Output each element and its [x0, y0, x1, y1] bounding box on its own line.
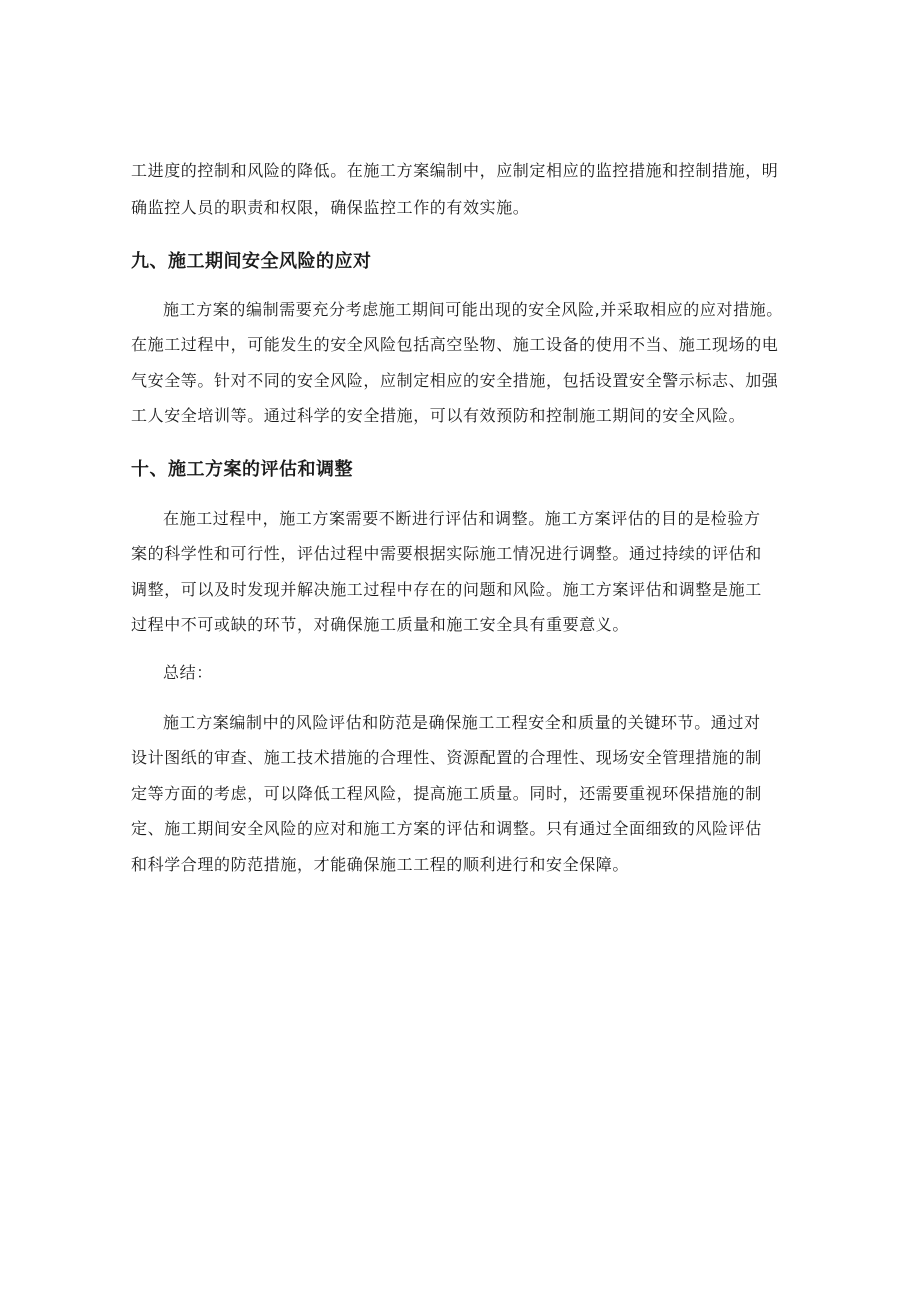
summary-line-1: 施工方案编制中的风险评估和防范是确保施工工程安全和质量的关键环节。通过对 [163, 713, 761, 732]
section-9-line-4: 工人安全培训等。通过科学的安全措施，可以有效预防和控制施工期间的安全风险。 [131, 406, 746, 425]
section-10-line-4: 过程中不可或缺的环节，对确保施工质量和施工安全具有重要意义。 [131, 615, 630, 634]
summary-label: 总结： [163, 663, 213, 682]
summary-line-2: 设计图纸的审查、施工技术措施的合理性、资源配置的合理性、现场安全管理措施的制 [131, 748, 762, 767]
section-10-line-1: 在施工过程中，施工方案需要不断进行评估和调整。施工方案评估的目的是检验方 [163, 509, 761, 528]
section-9-line-2: 在施工过程中，可能发生的安全风险包括高空坠物、施工设备的使用不当、施工现场的电 [131, 335, 779, 354]
section-10-heading: 十、施工方案的评估和调整 [131, 459, 353, 480]
intro-line-2: 确监控人员的职责和权限，确保监控工作的有效实施。 [131, 198, 530, 217]
summary-line-5: 和科学合理的防范措施，才能确保施工工程的顺利进行和安全保障。 [131, 855, 630, 874]
section-9-line-3: 气安全等。针对不同的安全风险，应制定相应的安全措施，包括设置安全警示标志、加强 [131, 371, 779, 390]
intro-line-1: 工进度的控制和风险的降低。在施工方案编制中，应制定相应的监控措施和控制措施，明 [131, 161, 779, 180]
section-10-line-3: 调整，可以及时发现并解决施工过程中存在的问题和风险。施工方案评估和调整是施工 [131, 580, 762, 599]
section-9-heading: 九、施工期间安全风险的应对 [131, 251, 372, 272]
summary-line-4: 定、施工期间安全风险的应对和施工方案的评估和调整。只有通过全面细致的风险评估 [131, 819, 762, 838]
section-10-line-2: 案的科学性和可行性，评估过程中需要根据实际施工情况进行调整。通过持续的评估和 [131, 544, 762, 563]
summary-line-3: 定等方面的考虑，可以降低工程风险，提高施工质量。同时，还需要重视环保措施的制 [131, 784, 762, 803]
section-9-line-1: 施工方案的编制需要充分考虑施工期间可能出现的安全风险,并采取相应的应对措施。 [163, 300, 783, 319]
